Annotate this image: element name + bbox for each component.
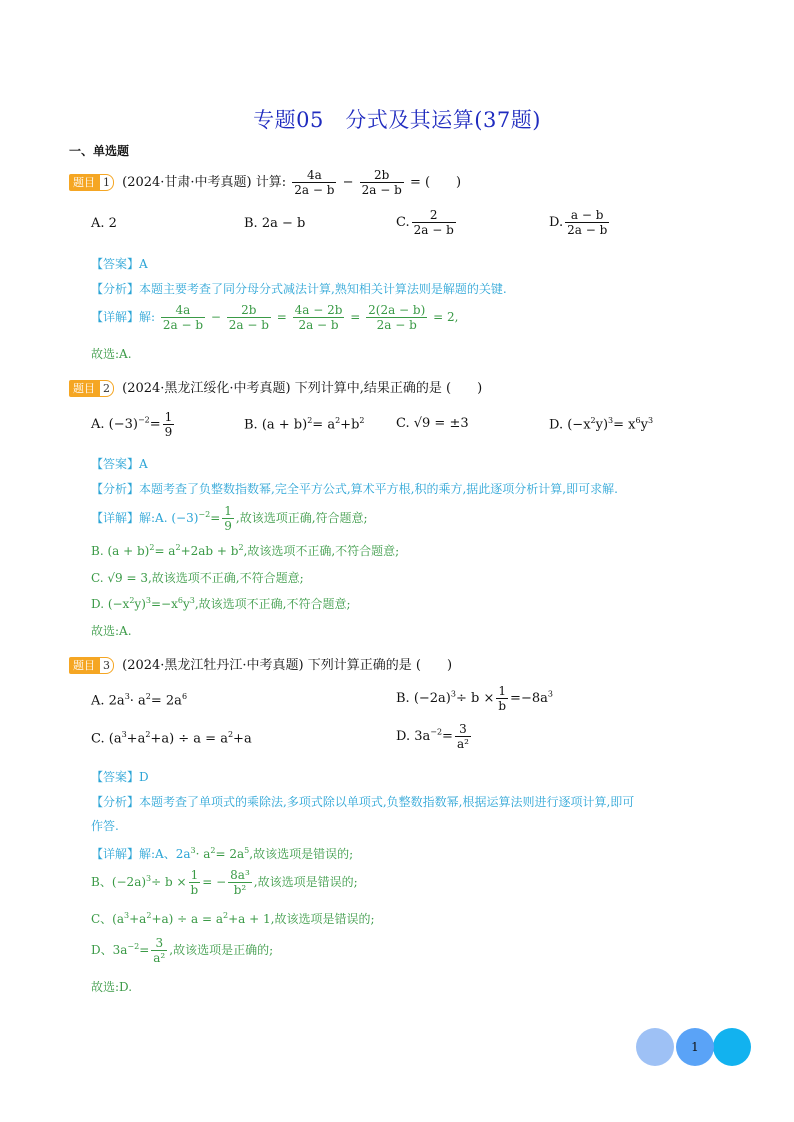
q2-detail-d: D. $(-x^2y)^3=-x^6y^3$,故该选项不正确,不符合题意; <box>91 596 351 611</box>
q3-option-a: A. $2a^3\cdot a^2= 2a^6$ <box>91 692 188 709</box>
q3-analysis-line1: 【分析】本题考查了单项式的乘除法,多项式除以单项式,负整数指数幂,根据运算法则进行逐项计算,即可 <box>91 795 635 809</box>
question-tag: 题目 3 <box>69 657 114 674</box>
q1-choose: 故选:A. <box>91 347 132 361</box>
page-number: 1 <box>691 1040 699 1054</box>
q3-analysis-line2: 作答. <box>91 819 119 833</box>
q2-option-a: A. $(-3)^{-2}=$ $\frac{1}{9}$ <box>91 410 173 439</box>
q2-choose: 故选:A. <box>91 624 132 638</box>
question-2-stem: 题目 2 (2024·黑龙江绥化·中考真题) 下列计算中,结果正确的是 ( ) <box>69 377 482 397</box>
q1-option-a: A. 2 <box>91 216 117 231</box>
page-badge-right-circle <box>713 1028 751 1066</box>
q2-option-b: B. $(a + b)^2= a^2+b^2$ <box>244 416 365 433</box>
q1-answer: 【答案】A <box>91 257 148 271</box>
q3-detail-d: D、$3a^{-2}=$ $\frac{3}{\text{a²}}$ ,故该选项是正确的; <box>91 936 274 965</box>
q3-detail-b: B、$(-2a)^3\div b$ × $\frac{1}{b}$ = − $\frac{\text{8a³}}{\text{b²}}$ ,故该选项是错误的; <box>91 868 358 897</box>
q2-analysis: 【分析】本题考查了负整数指数幂,完全平方公式,算术平方根,积的乘方,据此逐项分析计算,即可求解. <box>91 482 618 496</box>
question-1-stem: 题目 1 (2024·甘肃·中考真题) 计算: $\frac{4a}{2a - b}$ − $\frac{2b}{2a - b}$ = ( ) <box>69 168 461 197</box>
question-tag: 题目 1 <box>69 174 114 191</box>
q3-answer: 【答案】D <box>91 770 149 784</box>
q1-option-c: C. $\frac{2}{2a - b}$ <box>396 208 454 237</box>
q3-detail-c: C、$(a^3+a^2+a) \div a = a^2+a + 1$,故该选项是错误的; <box>91 911 375 926</box>
q2-detail-c: C. √9 = 3,故该选项不正确,不符合题意; <box>91 571 304 585</box>
q3-choose: 故选:D. <box>91 980 133 994</box>
q3-option-c: C. $(a^3+a^2+a) \div a = a^2+a$ <box>91 730 252 747</box>
q3-option-b: B. $(-2a)^3\div b$ × $\frac{1}{b}$ $=-8a^3$ <box>396 684 553 713</box>
q3-detail-a: 【详解】解:A、$2a^3\cdot a^2= 2a^5$,故该选项是错误的; <box>91 846 354 861</box>
page-title: 专题05 分式及其运算(37题) <box>253 108 541 132</box>
section-heading: 一、单选题 <box>69 144 130 158</box>
q2-answer: 【答案】A <box>91 457 148 471</box>
question-tag: 题目 2 <box>69 380 114 397</box>
q1-option-d: D. $\frac{a - b}{2a - b}$ <box>549 208 608 237</box>
q1-detail: 【详解】解: $\frac{4a}{2a - b}$ − $\frac{2b}{2a - b}$ = $\frac{4a - 2b}{2a - b}$ = $\frac{2(2a - b)}{2a - b}$ = 2, <box>91 303 459 332</box>
q1-analysis: 【分析】本题主要考查了同分母分式减法计算,熟知相关计算法则是解题的关键. <box>91 282 507 296</box>
q3-option-d: D. $3a^{-2}=$ $\frac{3}{\text{a²}}$ <box>396 722 469 751</box>
q2-option-d: D. $(-x^2y)^3= x^6y^3$ <box>549 416 654 433</box>
q2-detail-b: B. $(a + b)^2= a^2+2ab + b^2$,故该选项不正确,不符合题意; <box>91 543 400 558</box>
q2-option-c: C. √9 = ±3 <box>396 416 469 431</box>
question-3-stem: 题目 3 (2024·黑龙江牡丹江·中考真题) 下列计算正确的是 ( ) <box>69 654 452 674</box>
page-badge-left-circle <box>636 1028 674 1066</box>
q1-option-b: B. 2a − b <box>244 216 306 231</box>
q2-detail-a: 【详解】解:A. $(-3)^{-2}=$ $\frac{1}{9}$ ,故该选项正确,符合题意; <box>91 504 368 533</box>
